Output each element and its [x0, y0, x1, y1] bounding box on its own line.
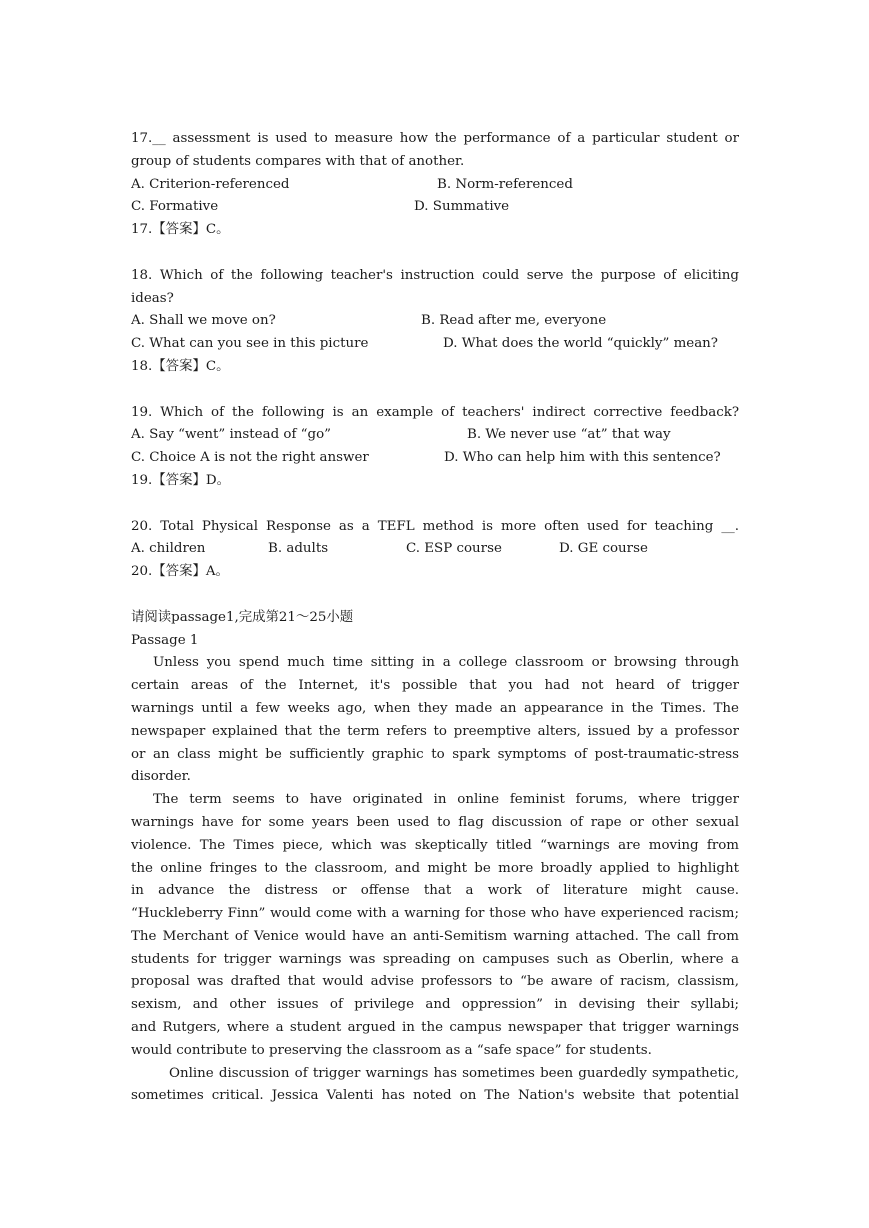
q18-options-row1: [131, 310, 739, 333]
passage-line: disorder.: [131, 769, 191, 785]
q17-options-row2: [131, 196, 739, 219]
q19-stem-line1: 19. Which of the following is an example of teachers' indirect corrective feedback?: [131, 404, 739, 420]
q17-stem-line1: 17.__ assessment is used to measure how the performance of a particular student or: [131, 131, 739, 146]
passage-line: The Merchant of Venice would have an anti-Semitism warning attached. The call from: [131, 928, 739, 944]
q19-answer: 19.【答案】D。: [131, 472, 230, 488]
q18-option-d: D. What does the world “quickly” mean?: [443, 336, 718, 352]
q18-stem-line2: ideas?: [131, 290, 174, 306]
q17-option-c: C. Formative: [131, 199, 219, 215]
q20-option-a: A. children: [131, 541, 206, 557]
passage-line: certain areas of the Internet, it's possible that you had not heard of trigger: [131, 678, 739, 694]
q17-answer: 17.【答案】C。: [131, 222, 230, 238]
q18-stem-line1: 18. Which of the following teacher's instruction could serve the purpose of eliciting: [131, 267, 739, 283]
q19-option-a: A. Say “went” instead of “go”: [131, 427, 331, 443]
q18-options-row2: [131, 333, 739, 356]
passage-line: proposal was drafted that would advise professors to “be aware of racism, classism,: [131, 974, 739, 990]
passage-line: newspaper explained that the term refers to preemptive alters, issued by a professor: [131, 723, 739, 739]
q20-option-d: D. GE course: [559, 541, 648, 557]
passage-line: and Rutgers, where a student argued in the campus newspaper that trigger warnings: [131, 1020, 739, 1036]
passage-line: in advance the distress or offense that a work of literature might cause.: [131, 883, 739, 899]
passage-line: Online discussion of trigger warnings has sometimes been guardedly sympathetic,: [169, 1065, 739, 1081]
passage-line: would contribute to preserving the classroom as a “safe space” for students.: [131, 1042, 652, 1058]
q18-option-b: B. Read after me, everyone: [421, 313, 607, 329]
document-page: [131, 128, 739, 1108]
q19-option-b: B. We never use “at” that way: [467, 427, 671, 443]
q17-option-a: A. Criterion-referenced: [131, 176, 290, 192]
q18-option-c: C. What can you see in this picture: [131, 336, 369, 352]
q20-option-c: C. ESP course: [406, 541, 502, 557]
q17-option-b: B. Norm-referenced: [437, 176, 573, 192]
q18-answer: 18.【答案】C。: [131, 358, 230, 374]
passage-line: “Huckleberry Finn” would come with a warning for those who have experienced racism;: [131, 906, 739, 922]
passage-line: sometimes critical. Jessica Valenti has noted on The Nation's website that potential: [131, 1088, 739, 1104]
passage-line: students for trigger warnings was spreading on campuses such as Oberlin, where a: [131, 951, 739, 967]
q19-option-d: D. Who can help him with this sentence?: [444, 450, 721, 466]
q17-option-d: D. Summative: [414, 199, 510, 215]
passage-line: sexism, and other issues of privilege and oppression” in devising their syllabi;: [131, 997, 739, 1013]
reading-instruction: 请阅读passage1,完成第21～25小题: [131, 609, 354, 625]
q19-options-row1: [131, 424, 739, 447]
q20-options-row: [131, 538, 739, 561]
q20-answer: 20.【答案】A。: [131, 564, 229, 580]
passage-line: the online fringes to the classroom, and might be more broadly applied to highlight: [131, 860, 739, 876]
passage-title: Passage 1: [131, 632, 199, 648]
passage-line: warnings have for some years been used to flag discussion of rape or other sexual: [131, 814, 739, 830]
q19-option-c: C. Choice A is not the right answer: [131, 450, 369, 466]
q19-options-row2: [131, 447, 739, 470]
q20-option-b: B. adults: [268, 541, 329, 557]
passage-line: violence. The Times piece, which was skeptically titled “warnings are moving from: [131, 837, 739, 853]
q20-stem-line1: 20. Total Physical Response as a TEFL method is more often used for teaching __.: [131, 518, 739, 534]
passage-line: warnings until a few weeks ago, when they made an appearance in the Times. The: [131, 700, 739, 716]
passage-line: Unless you spend much time sitting in a college classroom or browsing through: [153, 655, 739, 671]
passage-line: The term seems to have originated in online feminist forums, where trigger: [153, 792, 739, 808]
q17-stem-line2: group of students compares with that of another.: [131, 153, 465, 169]
q17-options-row1: [131, 174, 739, 197]
passage-line: or an class might be sufficiently graphic to spark symptoms of post-traumatic-stress: [131, 746, 739, 762]
q18-option-a: A. Shall we move on?: [131, 313, 276, 329]
